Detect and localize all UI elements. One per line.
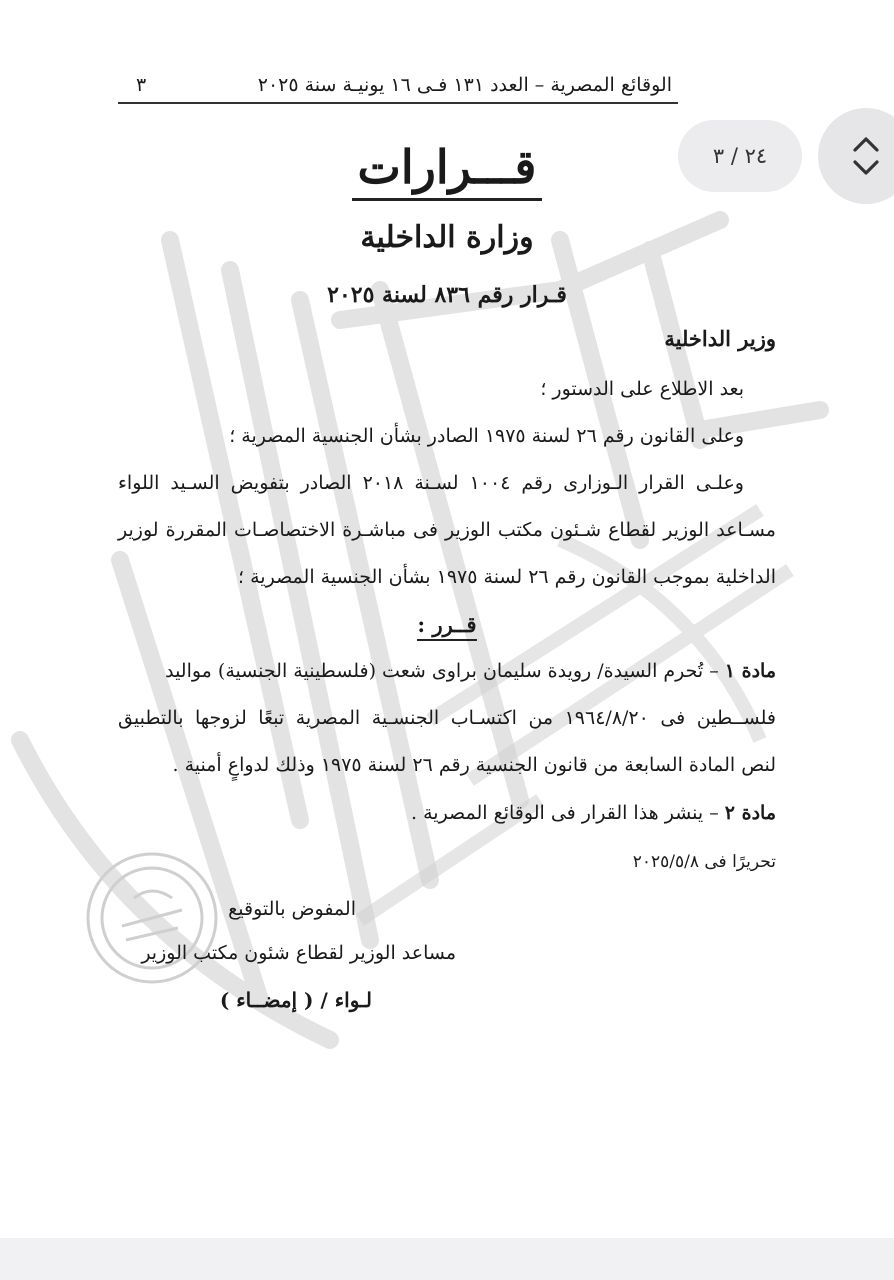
article-1-line — [118, 660, 776, 682]
page-title: قـــرارات — [0, 140, 894, 194]
preamble-line: الداخلية بموجب القانون رقم ٢٦ لسنة ١٩٧٥ بشأن الجنسية المصرية ؛ — [238, 566, 776, 588]
signature-title: مساعد الوزير لقطاع شئون مكتب الوزير — [141, 942, 456, 964]
preamble-line: وعلـى القرار الـوزارى رقم ١٠٠٤ لسـنة ٢٠١٨ الصادر بتفويض السـيد اللواء — [118, 472, 744, 494]
decided-heading: قــرر : — [0, 612, 894, 637]
publication-info: الوقائع المصرية – العدد ١٣١ فـى ١٦ يونيـة سنة ٢٠٢٥ — [257, 74, 672, 96]
running-header — [118, 72, 678, 104]
article-1-line: لنص المادة السابعة من قانون الجنسية رقم ٢٦ لسنة ١٩٧٥ وذلك لدواعٍ أمنية . — [172, 754, 776, 776]
decree-number: قـرار رقم ٨٣٦ لسنة ٢٠٢٥ — [327, 282, 567, 308]
page-number: ٣ — [136, 74, 147, 96]
preamble-line: بعد الاطلاع على الدستور ؛ — [540, 378, 744, 400]
page-indicator-text: ٢٤ / ٣ — [712, 144, 768, 168]
issuer-heading: وزير الداخلية — [664, 326, 776, 351]
article-2-label: مادة ٢ — [724, 802, 776, 824]
signature-name: لـواء / ( إمضــاء ) — [219, 988, 372, 1012]
preamble-line: مسـاعد الوزير لقطاع شـئون مكتب الوزير فى مباشـرة الاختصاصـات المقررة لوزير — [118, 519, 776, 541]
ministry-heading: وزارة الداخلية — [360, 220, 534, 255]
date-written: تحريرًا فى ٢٠٢٥/٥/٨ — [632, 852, 776, 872]
article-1-line: فلســطين فى ١٩٦٤/٨/٢٠ من اكتسـاب الجنسـية المصرية تبعًا لزوجها بالتطبيق — [118, 707, 776, 729]
article-1-label: مادة ١ — [724, 660, 776, 682]
article-1-text: – تُحرم السيدة/ رويدة سليمان براوى شعت (فلسطينية الجنسية) مواليد — [165, 660, 725, 682]
article-2-text: – ينشر هذا القرار فى الوقائع المصرية . — [411, 802, 725, 824]
signature-delegate: المفوض بالتوقيع — [228, 898, 356, 920]
official-seal-graphic — [82, 848, 222, 988]
article-2-line — [411, 802, 776, 824]
preamble-line: وعلى القانون رقم ٢٦ لسنة ١٩٧٥ الصادر بشأن الجنسية المصرية ؛ — [229, 425, 744, 447]
